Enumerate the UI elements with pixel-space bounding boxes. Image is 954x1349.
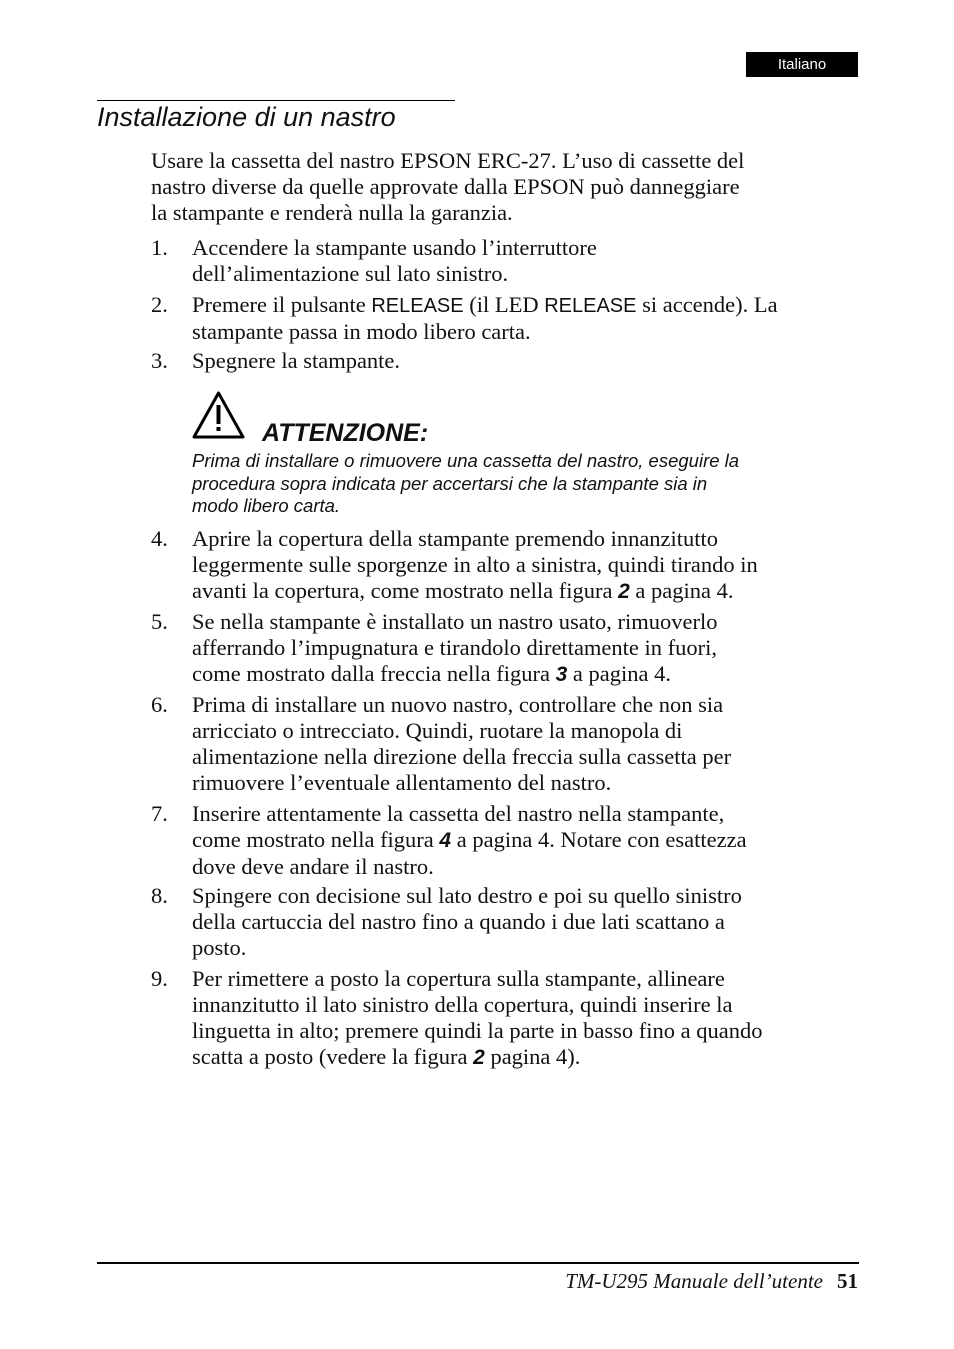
step-line: Prima di installare un nuovo nastro, controllare che non sia [192,692,724,717]
figure-reference: 2 [473,1046,485,1069]
step-number: 2. [151,292,168,317]
release-key-label: RELEASE [371,295,464,317]
section-title: Installazione di un nastro [97,102,396,132]
step-number: 1. [151,235,168,260]
step-number: 8. [151,883,168,908]
text-segment: si accende). La [636,292,778,317]
step-line: Spingere con decisione sul lato destro e poi su quello sinistro [192,883,742,908]
text-segment: come mostrato nella figura [192,827,440,852]
step-line: alimentazione nella direzione della freccia sulla cassetta per [192,744,732,769]
step-line: Inserire attentamente la cassetta del nastro nella stampante, [192,801,725,826]
step-number: 6. [151,692,168,717]
figure-reference: 4 [439,829,452,852]
step-line [192,661,718,688]
step-number: 7. [151,801,168,826]
step-line: arricciato o intrecciato. Quindi, ruotare la manopola di [192,718,683,743]
caution-line: Prima di installare o rimuovere una cassetta del nastro, eseguire la [192,450,740,471]
step-text [192,609,718,688]
step-text [192,692,731,796]
step-line [192,292,778,319]
step-number: 4. [151,526,168,551]
text-segment: avanti la copertura, come mostrato nella figura [192,578,619,603]
step-line: Accendere la stampante usando l’interruttore [192,235,597,260]
step-line [192,578,758,605]
intro-paragraph [151,148,861,226]
step-text [192,966,762,1071]
warning-triangle-icon [191,390,246,442]
step-text [192,348,400,374]
step-number: 3. [151,348,168,373]
intro-line: nastro diverse da quelle approvate dalla EPSON può danneggiare [151,174,740,199]
step-line: innanzitutto il lato sinistro della copertura, quindi inserire la [192,992,733,1017]
caution-text [192,450,739,518]
step-line: linguetta in alto; premere quindi la parte in basso fino a quando [192,1018,763,1043]
intro-line: Usare la cassetta del nastro EPSON ERC-27. L’uso di cassette del [151,148,745,173]
text-segment: scatta a posto (vedere la figura [192,1044,474,1069]
step-number: 5. [151,609,168,634]
step-line: dell’alimentazione sul lato sinistro. [192,261,509,286]
page-number: 51 [837,1269,858,1293]
text-segment: a pagina 4. [629,578,734,603]
step-text [192,883,742,961]
manual-title: TM-U295 Manuale dell’utente [565,1269,823,1293]
step-line: della cartuccia del nastro fino a quando i due lati scattano a [192,909,725,934]
text-segment: come mostrato dalla freccia nella figura [192,661,556,686]
caution-line: modo libero carta. [192,495,341,516]
footer-rule [97,1262,859,1264]
text-segment: a pagina 4. Notare con esattezza [451,827,747,852]
step-text [192,801,747,880]
figure-reference: 2 [618,580,630,603]
text-segment: pagina 4). [484,1044,581,1069]
step-line: Per rimettere a posto la copertura sulla stampante, allineare [192,966,725,991]
figure-reference: 3 [555,663,568,686]
text-segment: a pagina 4. [567,661,671,686]
step-text [192,235,597,287]
step-line: Aprire la copertura della stampante premendo innanzitutto [192,526,719,551]
step-line [192,1044,762,1071]
caution-line: procedura sopra indicata per accertarsi che la stampante sia in [192,472,708,494]
step-text [192,526,758,605]
step-line: dove deve andare il nastro. [192,854,434,879]
caution-heading: ATTENZIONE: [262,419,429,447]
release-led-label: RELEASE [544,295,637,317]
step-line: afferrando l’impugnatura e tirandolo direttamente in fuori, [192,635,718,660]
intro-line: la stampante e renderà nulla la garanzia. [151,200,513,225]
text-segment: (il LED [463,292,545,317]
step-text [192,292,778,345]
step-line: Spegnere la stampante. [192,348,401,373]
page-footer [565,1268,858,1294]
step-number: 9. [151,966,168,991]
language-tab: Italiano [746,52,858,77]
step-line: rimuovere l’eventuale allentamento del nastro. [192,770,612,795]
text-segment: Premere il pulsante [192,292,372,317]
step-line: posto. [192,935,247,960]
step-line: leggermente sulle sporgenze in alto a sinistra, quindi tirando in [192,552,758,577]
step-line: Se nella stampante è installato un nastro usato, rimuoverlo [192,609,718,634]
step-line: stampante passa in modo libero carta. [192,319,531,344]
step-line [192,827,747,854]
